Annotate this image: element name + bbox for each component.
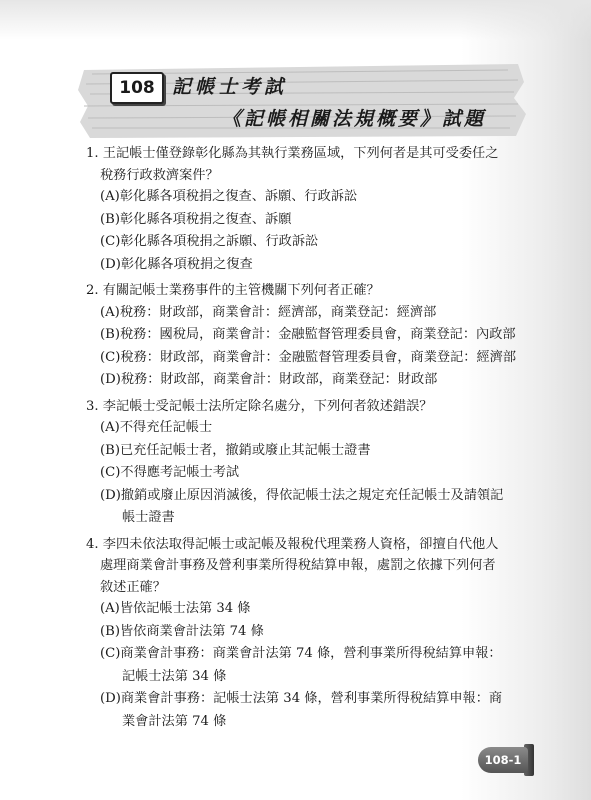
option-c: (C)稅務：財政部，商業會計：金融監督管理委員會，商業登記：經濟部 xyxy=(100,349,517,365)
option-a: (A)彰化縣各項稅捐之復查、訴願、行政訴訟 xyxy=(100,189,358,204)
question-stem: 1. 王記帳士僅登錄彰化縣為其執行業務區域，下列何者是其可受委任之 xyxy=(86,146,499,161)
option-c xyxy=(86,643,526,688)
option-a: (A)皆依記帳士法第 34 條 xyxy=(100,601,251,616)
option-c-line2: 記帳士法第 34 條 xyxy=(122,668,227,684)
option-b: (B)已充任記帳士者，撤銷或廢止其記帳士證書 xyxy=(100,442,371,458)
option-d xyxy=(86,485,526,530)
option-c: (C)彰化縣各項稅捐之訴願、行政訴訟 xyxy=(100,234,319,249)
option-d xyxy=(86,688,526,733)
question-stem: 3. 李記帳士受記帳士法所定除名處分，下列何者敘述錯誤？ xyxy=(86,398,433,414)
option-b: (B)稅務：國稅局，商業會計：金融監督管理委員會，商業登記：內政部 xyxy=(100,327,516,342)
question-stem: 4. 李四未依法取得記帳士或記帳及報稅代理業務人資格，卻擅自代他人 xyxy=(86,536,499,552)
option-d-line1: (D)商業會計事務：記帳士法第 34 條，營利事業所得稅結算申報：商 xyxy=(100,691,503,706)
option-d-line2: 帳士證書 xyxy=(122,510,175,525)
question-stem: 2. 有關記帳士業務事件的主管機關下列何者正確？ xyxy=(86,283,380,298)
page-title: 記帳士考試 xyxy=(172,76,288,98)
option-b: (B)彰化縣各項稅捐之復查、訴願 xyxy=(100,211,292,227)
question-3 xyxy=(86,396,526,530)
top-shadow xyxy=(0,0,591,40)
page-subtitle: 《記帳相關法規概要》試題 xyxy=(222,108,487,130)
question-1 xyxy=(86,143,526,276)
option-a: (A)不得充任記帳士 xyxy=(100,420,213,435)
option-c-line1: (C)商業會計事務：商業會計法第 74 條，營利事業所得稅結算申報： xyxy=(100,646,502,661)
question-list xyxy=(86,143,526,737)
option-d-line2: 業會計法第 74 條 xyxy=(122,713,227,729)
question-2 xyxy=(86,280,526,392)
option-d-line1: (D)撤銷或廢止原因消滅後，得依記帳士法之規定充任記帳士及請領記 xyxy=(100,487,504,503)
question-stem-cont: 敘述正確？ xyxy=(100,579,166,595)
option-c: (C)不得應考記帳士考試 xyxy=(100,465,240,480)
page-number: 108-1 xyxy=(478,747,528,773)
question-4 xyxy=(86,534,526,734)
option-b: (B)皆依商業會計法第 74 條 xyxy=(100,623,264,639)
question-stem-cont: 稅務行政救濟案件？ xyxy=(100,167,219,183)
option-d: (D)彰化縣各項稅捐之復查 xyxy=(100,256,253,272)
option-d: (D)稅務：財政部，商業會計：財政部，商業登記：財政部 xyxy=(100,372,438,387)
option-a: (A)稅務：財政部，商業會計：經濟部，商業登記：經濟部 xyxy=(100,304,437,320)
question-stem-cont: 處理商業會計事務及營利事業所得稅結算申報，處罰之依據下列何者 xyxy=(100,558,496,573)
exam-number-badge: 108 xyxy=(110,72,164,104)
